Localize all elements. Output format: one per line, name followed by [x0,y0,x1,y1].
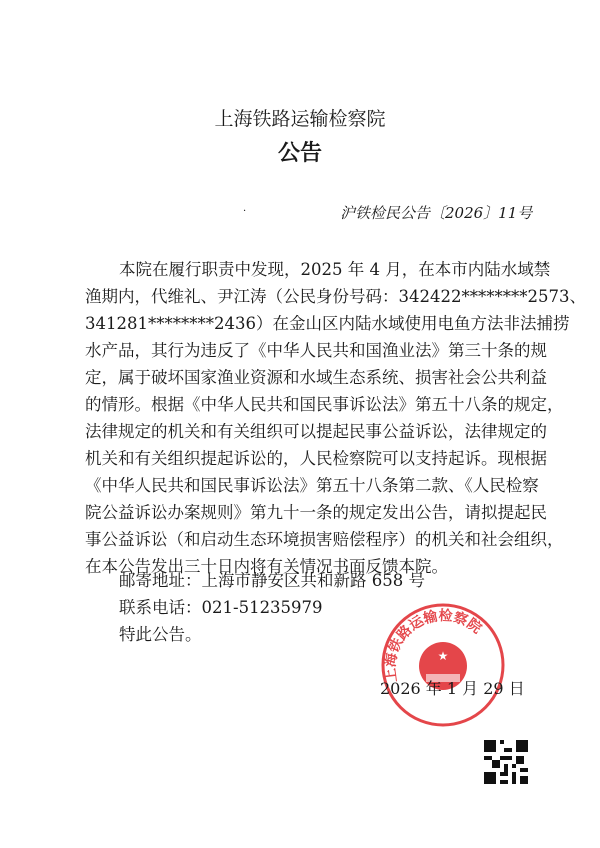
closing-text: 特此公告。 [119,625,202,644]
body-line: 水产品，其行为违反了《中华人民共和国渔业法》第三十条的规 [85,341,547,360]
svg-text:上海铁路运输检察院: 上海铁路运输检察院 [382,608,485,684]
body-line: 事公益诉讼（和启动生态环境损害赔偿程序）的机关和社会组织， [85,530,564,549]
body-line: 在本公告发出三十日内将有关情况书面反馈本院。 [85,557,448,576]
contact-phone: 联系电话：021-51235979 [119,598,323,617]
body-line: 《中华人民共和国民事诉讼法》第五十八条第二款、《人民检察 [85,476,539,495]
body-line: 机关和有关组织提起诉讼的，人民检察院可以支持起诉。现根据 [85,449,547,468]
body-line: 法律规定的机关和有关组织可以提起民事公益诉讼，法律规定的 [85,422,547,441]
svg-text:★: ★ [437,649,449,663]
body-line: 本院在履行职责中发现，2025 年 4 月，在本市内陆水域禁 [119,260,551,279]
issue-date: 2026 年 1 月 29 日 [380,679,525,698]
organization-title: 上海铁路运输检察院 [214,108,386,130]
document-number: 沪铁检民公告〔2026〕11号 [340,204,533,222]
body-line: 341281********2436）在金山区内陆水域使用电鱼方法非法捕捞 [85,314,570,333]
notice-body [85,256,586,580]
official-seal [378,600,508,730]
decorative-dot: · [243,206,247,217]
body-line: 的情形。根据《中华人民共和国民事诉讼法》第五十八条的规定， [85,395,564,414]
body-line: 渔期内，代维礼、尹江涛（公民身份号码：342422********2573、 [85,287,586,306]
body-line: 定，属于破坏国家渔业资源和水域生态系统、损害社会公共利益 [85,368,547,387]
qr-code[interactable] [484,740,528,784]
document-type-title: 公告 [277,140,322,166]
body-line: 院公益诉讼办案规则》第九十一条的规定发出公告，请拟提起民 [85,503,547,522]
mailing-address: 邮寄地址：上海市静安区共和新路 658 号 [119,571,425,590]
